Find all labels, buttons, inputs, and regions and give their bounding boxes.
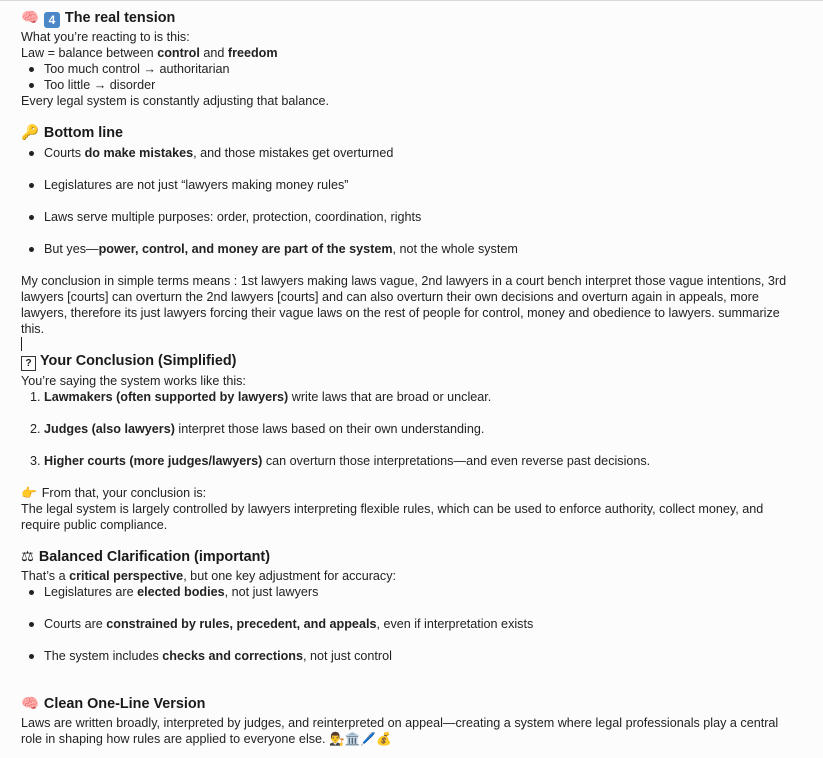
brain-icon: 🧠: [21, 10, 39, 26]
heading-clean-one-line: 🧠 Clean One-Line Version: [21, 696, 206, 712]
question-box-icon: ?: [21, 356, 36, 371]
key-icon: 🔑: [21, 125, 39, 141]
text-line: 👉 From that, your conclusion is:: [21, 485, 207, 500]
text-line: That’s a critical perspective, but one key adjustment for accuracy:: [21, 569, 396, 583]
paragraph: The legal system is largely controlled by lawyers interpreting flexible rules, which can be used to enforce authority, collect money, and require public compliance.: [21, 502, 764, 532]
list-item: But yes—power, control, and money are part of the system, not the whole system: [44, 241, 801, 257]
numbered-item: 2. Judges (also lawyers) interpret those laws based on their own understanding.: [30, 422, 485, 436]
heading-bottom-line: 🔑 Bottom line: [21, 125, 124, 141]
text-cursor: [21, 337, 22, 351]
numbered-item: 1. Lawmakers (often supported by lawyers) write laws that are broad or unclear.: [30, 390, 492, 404]
scales-icon: ⚖: [21, 549, 34, 565]
heading-your-conclusion: ? Your Conclusion (Simplified): [21, 353, 801, 371]
heading-real-tension: 🧠 4 The real tension: [21, 10, 176, 27]
list-item: Too much control → authoritarian: [44, 61, 801, 77]
paragraph: Laws are written broadly, interpreted by judges, and reinterpreted on appeal—creating a system where legal professionals play a central role in shaping how rules are applied to everyone else. 👨‍⚖️🏛️🖊️💰: [21, 716, 779, 746]
judge-bank-pen-moneybag-icons: 👨‍⚖️🏛️🖊️💰: [329, 732, 392, 746]
text-line: Law = balance between control and freedom: [21, 46, 278, 60]
list-item: The system includes checks and corrections, not just control: [44, 648, 801, 664]
pointing-hand-icon: 👉: [21, 485, 37, 500]
list-item: Too little → disorder: [44, 77, 801, 93]
list-item: Courts do make mistakes, and those mistakes get overturned: [44, 145, 801, 161]
list-item: Courts are constrained by rules, precedent, and appeals, even if interpretation exists: [44, 616, 801, 632]
heading-balanced-clarification: ⚖ Balanced Clarification (important): [21, 549, 270, 565]
text-line: Every legal system is constantly adjusting that balance.: [21, 94, 330, 108]
list-item: Legislatures are not just “lawyers making money rules”: [44, 177, 801, 193]
text-line: What you’re reacting to is this:: [21, 30, 190, 44]
list-item: Legislatures are elected bodies, not just lawyers: [44, 584, 801, 600]
text-line: You’re saying the system works like this:: [21, 374, 246, 388]
list-item: Laws serve multiple purposes: order, protection, coordination, rights: [44, 209, 801, 225]
brain-icon: 🧠: [21, 696, 39, 712]
numbered-item: 3. Higher courts (more judges/lawyers) can overturn those interpretations—and even reverse past decisions.: [30, 454, 651, 468]
keycap-4-icon: 4: [44, 12, 60, 28]
user-message: My conclusion in simple terms means : 1st lawyers making laws vague, 2nd lawyers in a court bench interpret those vague intentions, 3rd lawyers [courts] can overturn the 2nd lawyers [courts] and can also overturn their own decisions and overturn again in appeals, more lawyers, therefore its just lawyers forcing their vague laws on the rest of people for control, money and obedience to lawyers. summarize this.: [21, 274, 787, 336]
